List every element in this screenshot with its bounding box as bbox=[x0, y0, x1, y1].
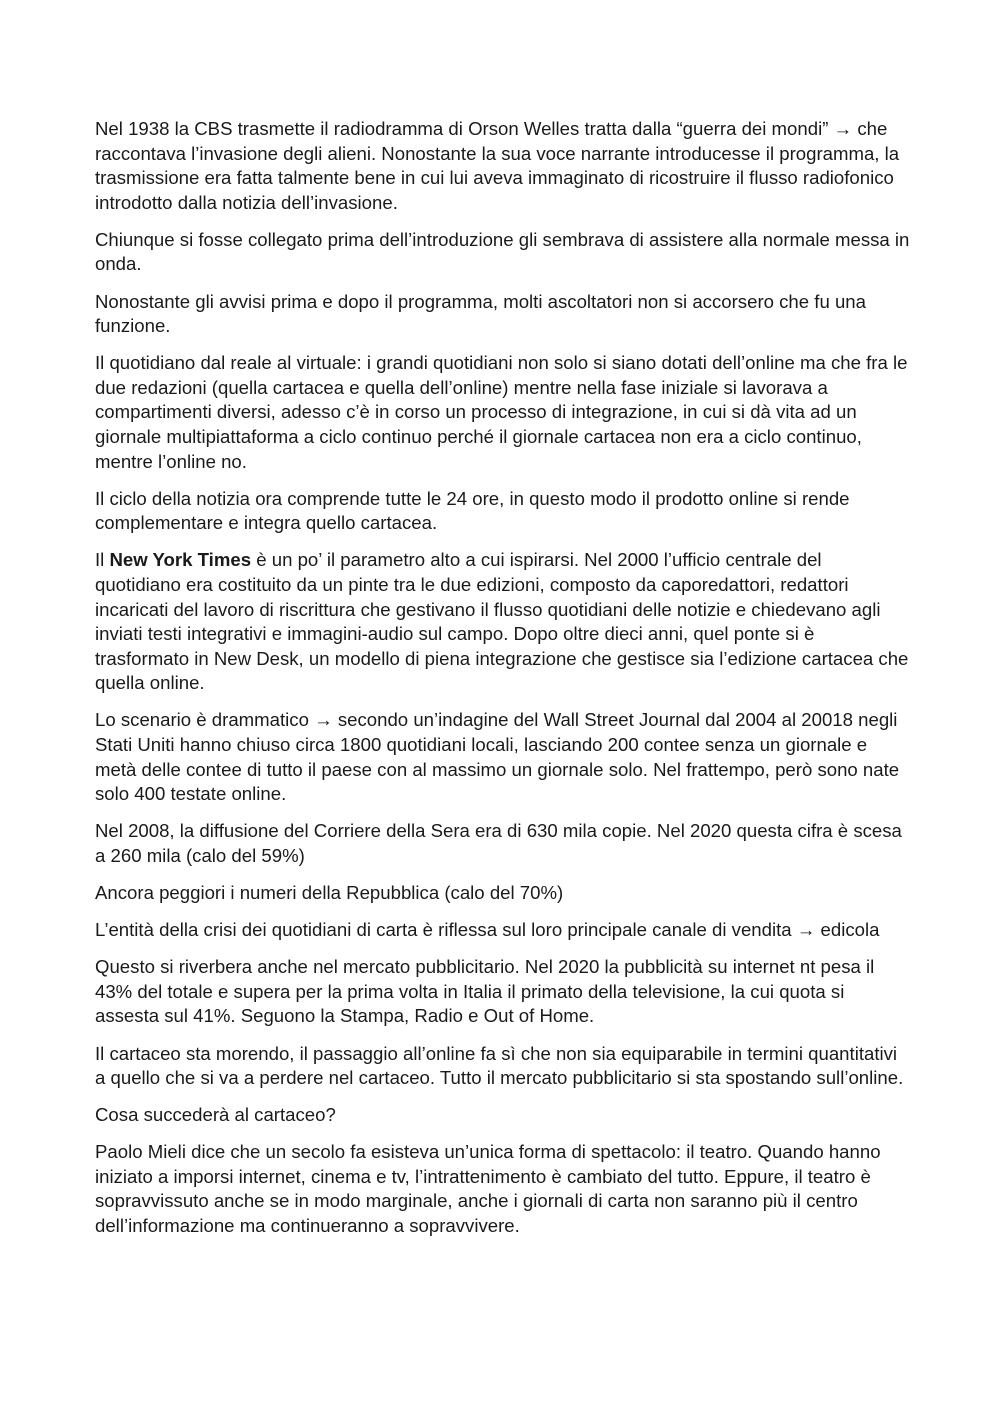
document-page bbox=[95, 117, 910, 1251]
paragraph-text: Ancora peggiori i numeri della Repubblica (calo del 70%) bbox=[95, 882, 564, 904]
paragraph-question bbox=[95, 1103, 910, 1128]
paragraph-text: Cosa succederà al cartaceo? bbox=[95, 1104, 336, 1126]
paragraph-text: L’entità della crisi dei quotidiani di carta è riflessa sul loro principale canale di vendita → edicola bbox=[95, 919, 880, 941]
paragraph-text: Chiunque si fosse collegato prima dell’introduzione gli sembrava di assistere alla normale messa in onda. bbox=[95, 228, 910, 275]
paragraph-text: Nonostante gli avvisi prima e dopo il programma, molti ascoltatori non si accorsero che fu una funzione. bbox=[95, 290, 866, 337]
paragraph-edicola bbox=[95, 918, 910, 943]
paragraph-new-york-times bbox=[95, 548, 910, 696]
paragraph-text: Il cartaceo sta morendo, il passaggio all’online fa sì che non sia equiparabile in termini quantitativi a quello che si va a perdere nel cartaceo. Tutto il mercato pubblicitario si sta spostando sull’online. bbox=[95, 1042, 904, 1089]
paragraph-news-cycle bbox=[95, 487, 910, 536]
paragraph-text: Nel 2008, la diffusione del Corriere della Sera era di 630 mila copie. Nel 2020 questa cifra è scesa a 260 mila (calo del 59%) bbox=[95, 820, 902, 866]
paragraph-warnings bbox=[95, 290, 910, 339]
paragraph-text: Il ciclo della notizia ora comprende tutte le 24 ore, in questo modo il prodotto online si rende complementare e integra quello cartacea. bbox=[95, 487, 850, 534]
new-york-times-bold: New York Times bbox=[109, 549, 252, 571]
paragraph-prefix: Il bbox=[95, 549, 110, 571]
paragraph-print-dying bbox=[95, 1042, 910, 1091]
paragraph-listeners-connected bbox=[95, 228, 910, 277]
paragraph-welles-radiodrama bbox=[95, 117, 910, 215]
paragraph-text: Paolo Mieli dice che un secolo fa esisteva un’unica forma di spettacolo: il teatro. Quando hanno iniziato a imporsi internet, cinema e tv, l’intrattenimento è cambiato del tutto. Eppure, il teatro è sopravvissuto anche se in modo marginale, anche i giornali di carta non saranno più il centro dell’informazione ma continueranno a sopravvivere. bbox=[95, 1141, 881, 1237]
paragraph-dramatic-scenario bbox=[95, 708, 910, 806]
paragraph-paolo-mieli bbox=[95, 1140, 910, 1238]
paragraph-text: è un po’ il parametro alto a cui ispirarsi. Nel 2000 l’ufficio centrale del quotidiano era costituito da un pinte tra le due edizioni, composto da caporedattori, redattori incaricati del lavoro di riscrittura che gestivano il flusso quotidiani delle notizie e chiedevano agli inviati testi integrativi e immagini-audio sul campo. Dopo oltre dieci anni, quel ponte si è trasformato in New Desk, un modello di piena integrazione che gestisce sia l’edizione cartacea che quella online. bbox=[95, 549, 909, 694]
paragraph-advertising-market bbox=[95, 955, 910, 1029]
paragraph-text: Questo si riverbera anche nel mercato pubblicitario. Nel 2020 la pubblicità su internet nt pesa il 43% del totale e supera per la prima volta in Italia il primato della televisione, la cui quota si assesta sul 41%. Seguono la Stampa, Radio e Out of Home. bbox=[95, 956, 875, 1027]
paragraph-real-to-virtual bbox=[95, 351, 910, 474]
paragraph-text: Nel 1938 la CBS trasmette il radiodramma di Orson Welles tratta dalla “guerra dei mondi” → che raccontava l’invasione degli alieni. Nonostante la sua voce narrante introducesse il programma, la trasmissione era fatta talmente bene in cui lui aveva immaginato di ricostruire il flusso radiofonico introdotto dalla notizia dell’invasione. bbox=[95, 118, 900, 213]
paragraph-text: Lo scenario è drammatico → secondo un’indagine del Wall Street Journal dal 2004 al 20018 negli Stati Uniti hanno chiuso circa 1800 quotidiani locali, lasciando 200 contee senza un giornale e metà delle contee di tutto il paese con al massimo un giornale solo. Nel frattempo, però sono nate solo 400 testate online. bbox=[95, 709, 900, 805]
paragraph-repubblica bbox=[95, 881, 910, 906]
paragraph-corriere bbox=[95, 819, 910, 868]
paragraph-text: Il quotidiano dal reale al virtuale: i grandi quotidiani non solo si siano dotati dell’online ma che fra le due redazioni (quella cartacea e quella dell’online) mentre nella fase iniziale si lavorava a compartimenti diversi, adesso c’è in corso un processo di integrazione, in cui si dà vita ad un giornale multipiattaforma a ciclo continuo perché il giornale cartacea non era a ciclo continuo, mentre l’online no. bbox=[95, 352, 908, 472]
